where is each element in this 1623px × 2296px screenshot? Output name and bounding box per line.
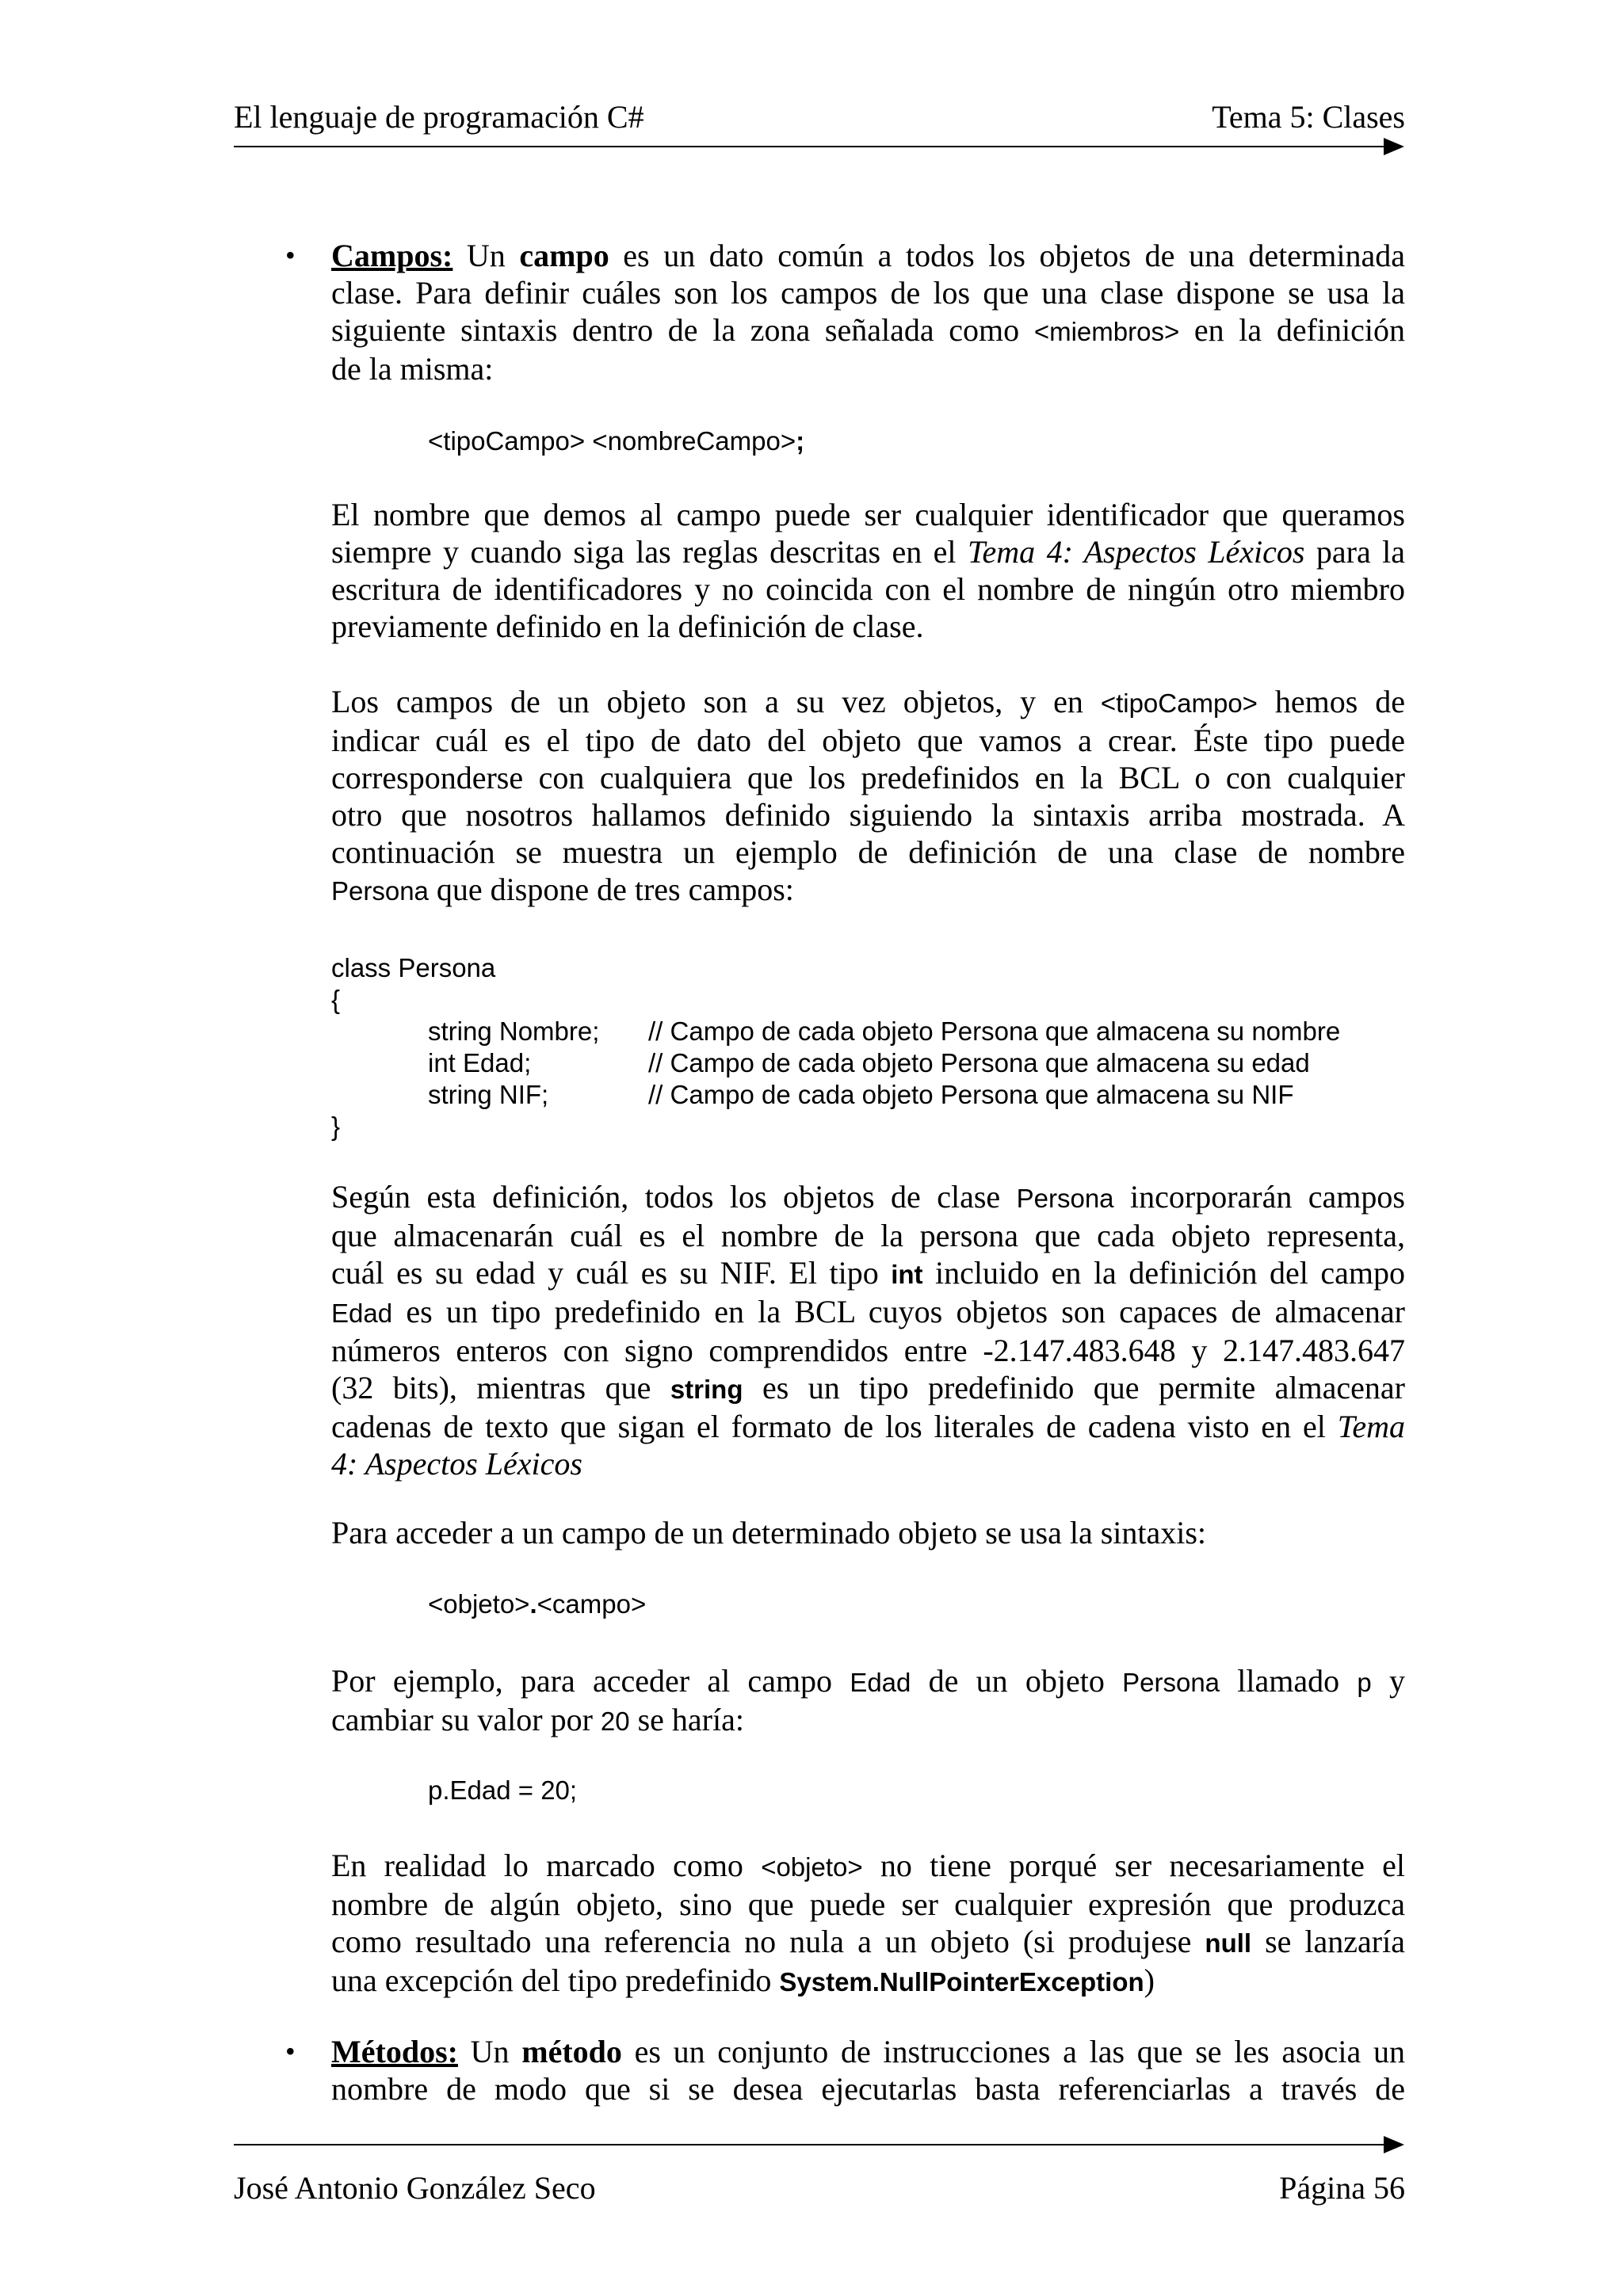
- code-class-line: class Persona: [331, 953, 496, 982]
- campos-line-2: clase. Para definir cuáles son los campos de los que una clase dispone se usa la: [331, 275, 1405, 311]
- bullet-metodos: •: [285, 2035, 296, 2067]
- footer-author: José Antonio González Seco: [234, 2170, 596, 2206]
- campos-line-4: de la misma:: [331, 351, 494, 387]
- code-comment-nif: // Campo de cada objeto Persona que almacena su NIF: [648, 1080, 1294, 1109]
- footer-page-number: Página 56: [1279, 2170, 1405, 2206]
- page-header: [234, 98, 1405, 138]
- bullet-campos: •: [285, 239, 296, 271]
- code-decl-edad: int Edad;: [428, 1048, 532, 1077]
- campos-objetos-paragraph: Los campos de un objeto son a su vez objetos, y en <tipoCampo> hemos de indicar cuál es el tipo de dato del objeto que vamos a crear. Éste tipo puede corresponderse con cualquiera que los predefinidos en la BCL o con cualquier otro que nosotros hallamos definido siguiendo la sintaxis arriba mostrada. A continuación se muestra un ejemplo de definición de una clase de nombre Persona que dispone de tres campos:: [331, 684, 1406, 907]
- campos-heading: Campos:: [331, 238, 453, 273]
- campos-line-1: Campos: Un campo es un dato común a todos los objetos de una determinada: [331, 238, 1405, 273]
- acceder-paragraph: Para acceder a un campo de un determinado objeto se usa la sintaxis:: [331, 1515, 1207, 1550]
- code-decl-nombre: string Nombre;: [428, 1016, 600, 1046]
- code-close-brace: }: [331, 1112, 341, 1141]
- ejemplo-code: p.Edad = 20;: [428, 1775, 578, 1805]
- ejemplo-paragraph: Por ejemplo, para acceder al campo Edad de un objeto Persona llamado p y cambiar su valor por 20 se haría:: [331, 1663, 1405, 1737]
- metodos-paragraph: Métodos: Un método es un conjunto de instrucciones a las que se les asocia un nombre de modo que si se desea ejecutarlas basta referenciarlas a través de: [331, 2034, 1405, 2107]
- campos-line-3: siguiente sintaxis dentro de la zona señalada como <miembros> en la definición: [331, 312, 1405, 348]
- segun-paragraph: Según esta definición, todos los objetos de clase Persona incorporarán campos que almacenarán cuál es el nombre de la persona que cada objeto representa, cuál es su edad y cuál es su NIF. El tipo int incluido en la definición del campo Edad es un tipo predefinido en la BCL cuyos objetos son capaces de almacenar números enteros con signo comprendidos entre -2.147.483.648 y 2.147.483.647 (32 bits), mientras que string es un tipo predefinido que permite almacenar cadenas de texto que sigan el formato de los literales de cadena visto en el Tema 4: Aspectos Léxicos: [331, 1179, 1406, 1482]
- footer-arrow-icon: [1384, 2136, 1404, 2153]
- realidad-paragraph: En realidad lo marcado como <objeto> no tiene porqué ser necesariamente el nombre de algún objeto, sino que puede ser cualquier expresión que produzca como resultado una referencia no nula a un objeto (si produjese null se lanzaría una excepción del tipo predefinido System.NullPointerException): [331, 1848, 1405, 1998]
- code-comment-nombre: // Campo de cada objeto Persona que almacena su nombre: [648, 1016, 1341, 1046]
- metodos-heading: Métodos:: [331, 2034, 458, 2069]
- page-footer: [234, 2169, 1405, 2209]
- header-rule: [234, 146, 1387, 147]
- acceder-syntax: <objeto>.<campo>: [428, 1589, 647, 1619]
- code-comment-edad: // Campo de cada objeto Persona que almacena su edad: [648, 1048, 1310, 1077]
- footer-rule: [234, 2144, 1387, 2145]
- code-open-brace: {: [331, 985, 341, 1014]
- campos-syntax: <tipoCampo> <nombreCampo>;: [428, 426, 805, 456]
- header-title: El lenguaje de programación C#: [234, 99, 644, 135]
- campos-paragraph: [331, 237, 1405, 387]
- header-arrow-icon: [1384, 138, 1404, 155]
- header-chapter: Tema 5: Clases: [1212, 99, 1405, 135]
- code-decl-nif: string NIF;: [428, 1080, 549, 1109]
- nombre-paragraph: El nombre que demos al campo puede ser cualquier identificador que queramos siempre y cuando siga las reglas descritas en el Tema 4: Aspectos Léxicos para la escritura de identificadores y no coincida con el nombre de ningún otro miembro previamente definido en la definición de clase.: [331, 497, 1405, 644]
